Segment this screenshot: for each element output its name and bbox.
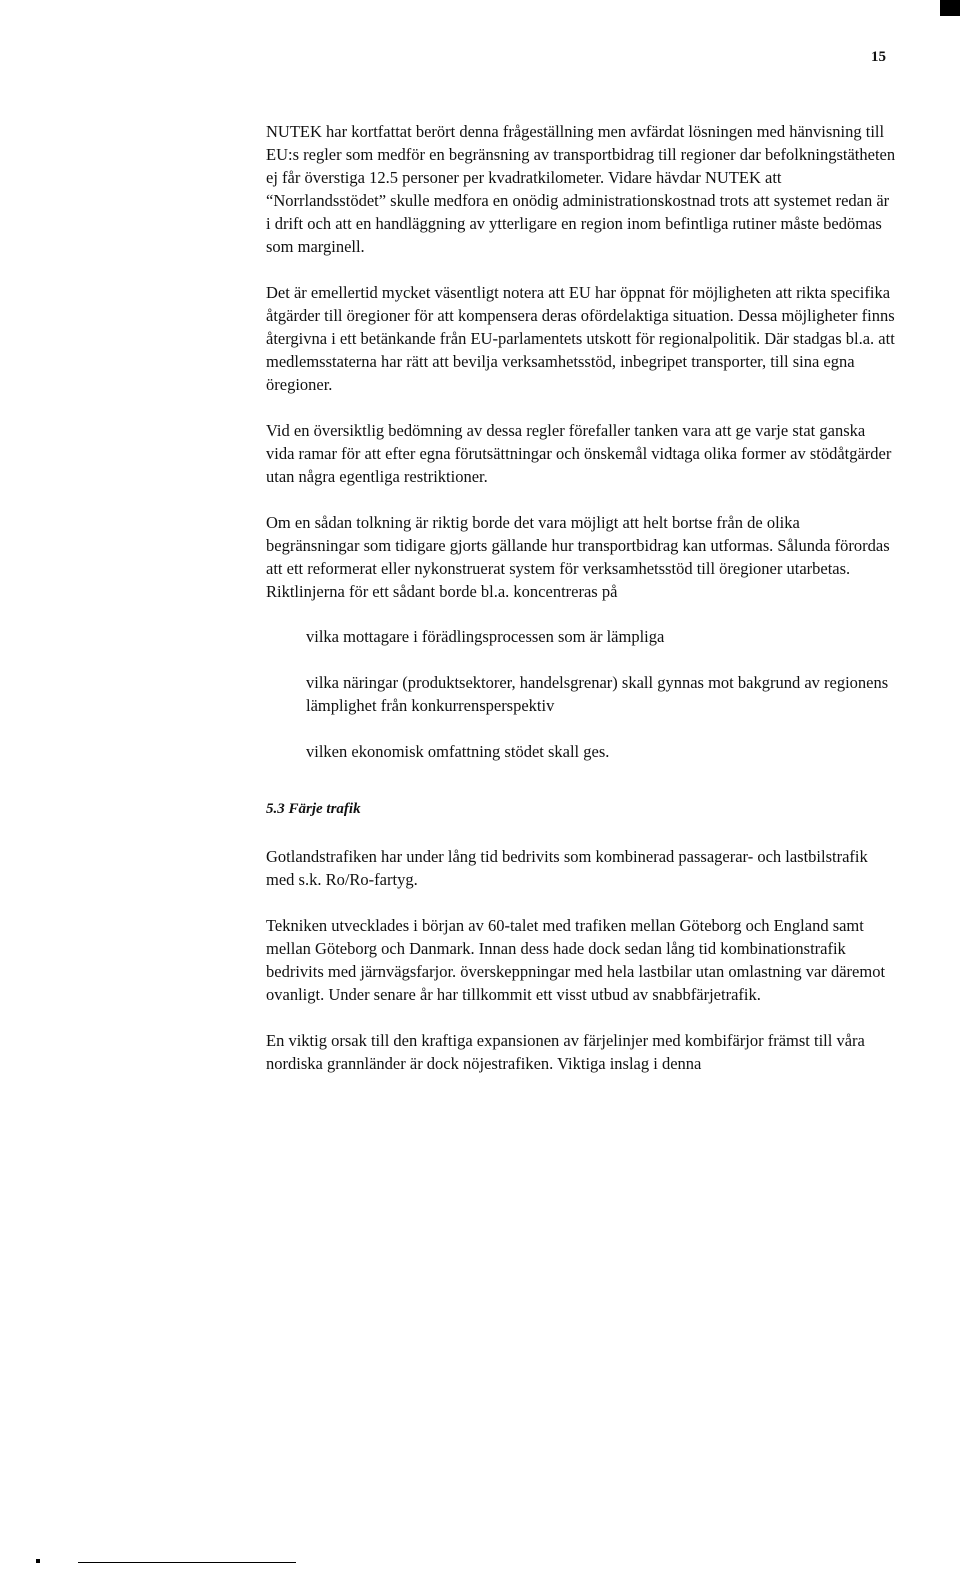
- list-item: vilken ekonomisk omfattning stödet skall ges.: [306, 742, 610, 761]
- paragraph-eu-regions: Det är emellertid mycket väsentligt notera att EU har öppnat för möjligheten att rikta specifika åtgärder till öregioner för att kompensera deras ofördelaktiga situation. Dessa möjligheter finns återgivna i ett betänkande från EU-parlamentets utskott för regionalpolitik. Där stadgas bl.a. att medlemsstaterna har rätt att bevilja verksamhetsstöd, inbegripet transporter, till sina egna öregioner.: [266, 283, 895, 394]
- paragraph-interpretation: Om en sådan tolkning är riktig borde det vara möjligt att helt bortse från de olika begränsningar som tidigare gjorts gällande hur transportbidrag kan utformas. Sålunda förordas att ett reformerat eller nykonstruerat system för verksamhetsstöd till öregioner utarbetas. Riktlinjerna för ett sådant borde bl.a. koncentreras på: [266, 513, 890, 601]
- footer-mark: [36, 1559, 40, 1563]
- footnote-rule: [78, 1562, 296, 1563]
- corner-scan-mark: [940, 0, 960, 16]
- list-item: vilka näringar (produktsektorer, handelsgrenar) skall gynnas mot bakgrund av regionens lämplighet från konkurrensperspektiv: [306, 673, 889, 715]
- page-number: 15: [871, 49, 886, 65]
- paragraph-assessment: Vid en översiktlig bedömning av dessa regler förefaller tanken vara att ge varje stat ganska vida ramar för att efter egna förutsättningar och önskemål vidtaga olika former av stödåtgärder utan några egentliga restriktioner.: [266, 421, 892, 486]
- paragraph-gotlandstrafiken: Gotlandstrafiken har under lång tid bedrivits som kombinerad passagerar- och lastbilstrafik med s.k. Ro/Ro-fartyg.: [266, 847, 868, 889]
- document-body: [266, 120, 896, 1075]
- paragraph-technology: Tekniken utvecklades i början av 60-talet med trafiken mellan Göteborg och England samt mellan Göteborg och Danmark. Innan dess hade dock sedan lång tid kombinationstrafik bedrivits med järnvägsfarjor. överskeppningar med hela lastbilar utan omlastning var däremot ovanligt. Under senare år har tillkommit ett visst utbud av snabbfärjetrafik.: [266, 916, 886, 1004]
- guideline-list: [266, 625, 896, 763]
- paragraph-expansion: En viktig orsak till den kraftiga expansionen av färjelinjer med kombifärjor främst till våra nordiska grannländer är dock nöjestrafiken. Viktiga inslag i denna: [266, 1031, 865, 1073]
- list-item: vilka mottagare i förädlingsprocessen som är lämpliga: [306, 627, 665, 646]
- paragraph-nutek: NUTEK har kortfattat berört denna frågeställning men avfärdat lösningen med hänvisning till EU:s regler som medför en begränsning av transportbidrag till regioner dar befolkningstätheten ej får överstiga 12.5 personer per kvadratkilometer. Vidare hävdar NUTEK att “Norrlandsstödet” skulle medfora en onödig administrationskostnad trots att systemet redan är i drift och att en handläggning av ytterligare en region inom befintliga rutiner måste bedömas som marginell.: [266, 122, 896, 256]
- section-heading: 5.3 Färje trafik: [266, 801, 361, 817]
